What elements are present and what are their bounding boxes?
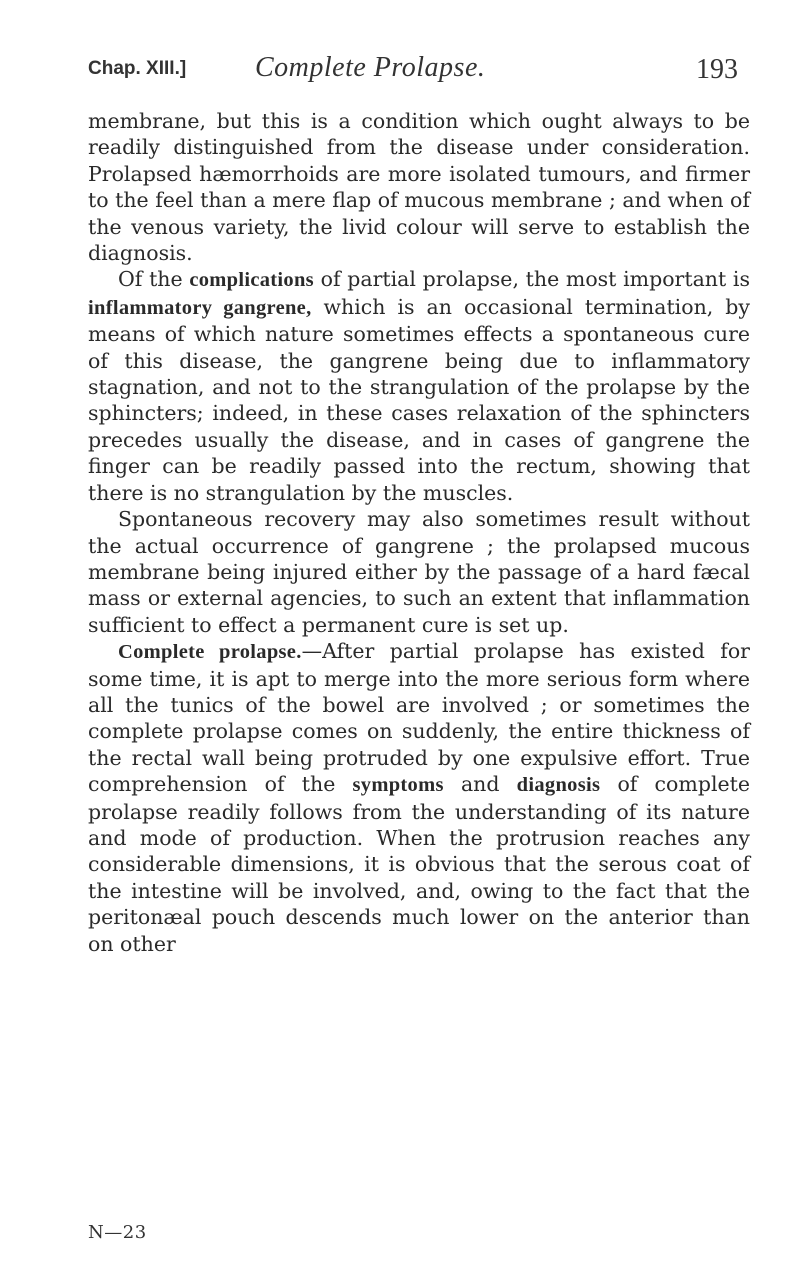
text-run: —After partial prolapse has existed for some time, it is apt to merge into the more serious form where all the tunics of the bowel are involved ; or sometimes the complete prolapse comes on suddenly, the entire thickness of the rectal wall being protruded by one expulsive effort. True comprehension of the [88,639,750,797]
page-number: 193 [696,54,738,85]
page-header [88,52,750,92]
chapter-label: Chap. XIII.] [88,58,187,79]
signature-mark: N—23 [88,1222,147,1243]
bold-term-inflammatory-gangrene: inflammatory gangrene, [88,296,312,319]
text-run: and [443,772,517,797]
paragraph-complete-prolapse [88,638,750,957]
paragraph-continuation: membrane, but this is a condition which ought always to be readily distinguished from the disease under consideration. Prolapsed hæmorrhoids are more isolated tumours, and firmer to the feel than a mere flap of mucous membrane ; and when of the venous variety, the livid colour will serve to establish the diagnosis. [88,109,750,266]
text-run: of partial prolapse, the most important is [313,267,751,292]
paragraph-spontaneous-recovery: Spontaneous recovery may also sometimes result without the actual occurrence of gangrene ; the prolapsed mucous membrane being injured either by the passage of a hard fæcal mass or external agencies, to such an extent that inflammation sufficient to effect a permanent cure is set up. [88,507,750,637]
paragraph-complications [88,266,750,506]
text-run: of complete prolapse readily follows from the understanding of its nature and mode of production. When the protrusion reaches any considerable dimensions, it is obvious that the serous coat of the intestine will be involved, and, owing to the fact that the peritonæal pouch descends much lower on the anterior than on other [88,772,751,956]
running-title: Complete Prolapse. [255,52,486,83]
text-run: Of the [118,267,190,292]
text-run: which is an occasional termination, by means of which nature sometimes effects a spontaneous cure of this disease, the gangrene being due to inflammatory stagnation, and not to the strangulation of the prolapse by the sphincters; indeed, in these cases relaxation of the sphincters precedes usually the disease, and in cases of gangrene the finger can be readily passed into the rectum, showing that there is no strangulation by the muscles. [88,294,750,505]
section-heading-complete-prolapse: Complete prolapse. [118,641,302,664]
bold-term-complications: complications [189,269,314,292]
bold-term-symptoms: symptoms [352,774,444,797]
bold-term-diagnosis: diagnosis [516,774,601,797]
body-text [88,108,750,957]
